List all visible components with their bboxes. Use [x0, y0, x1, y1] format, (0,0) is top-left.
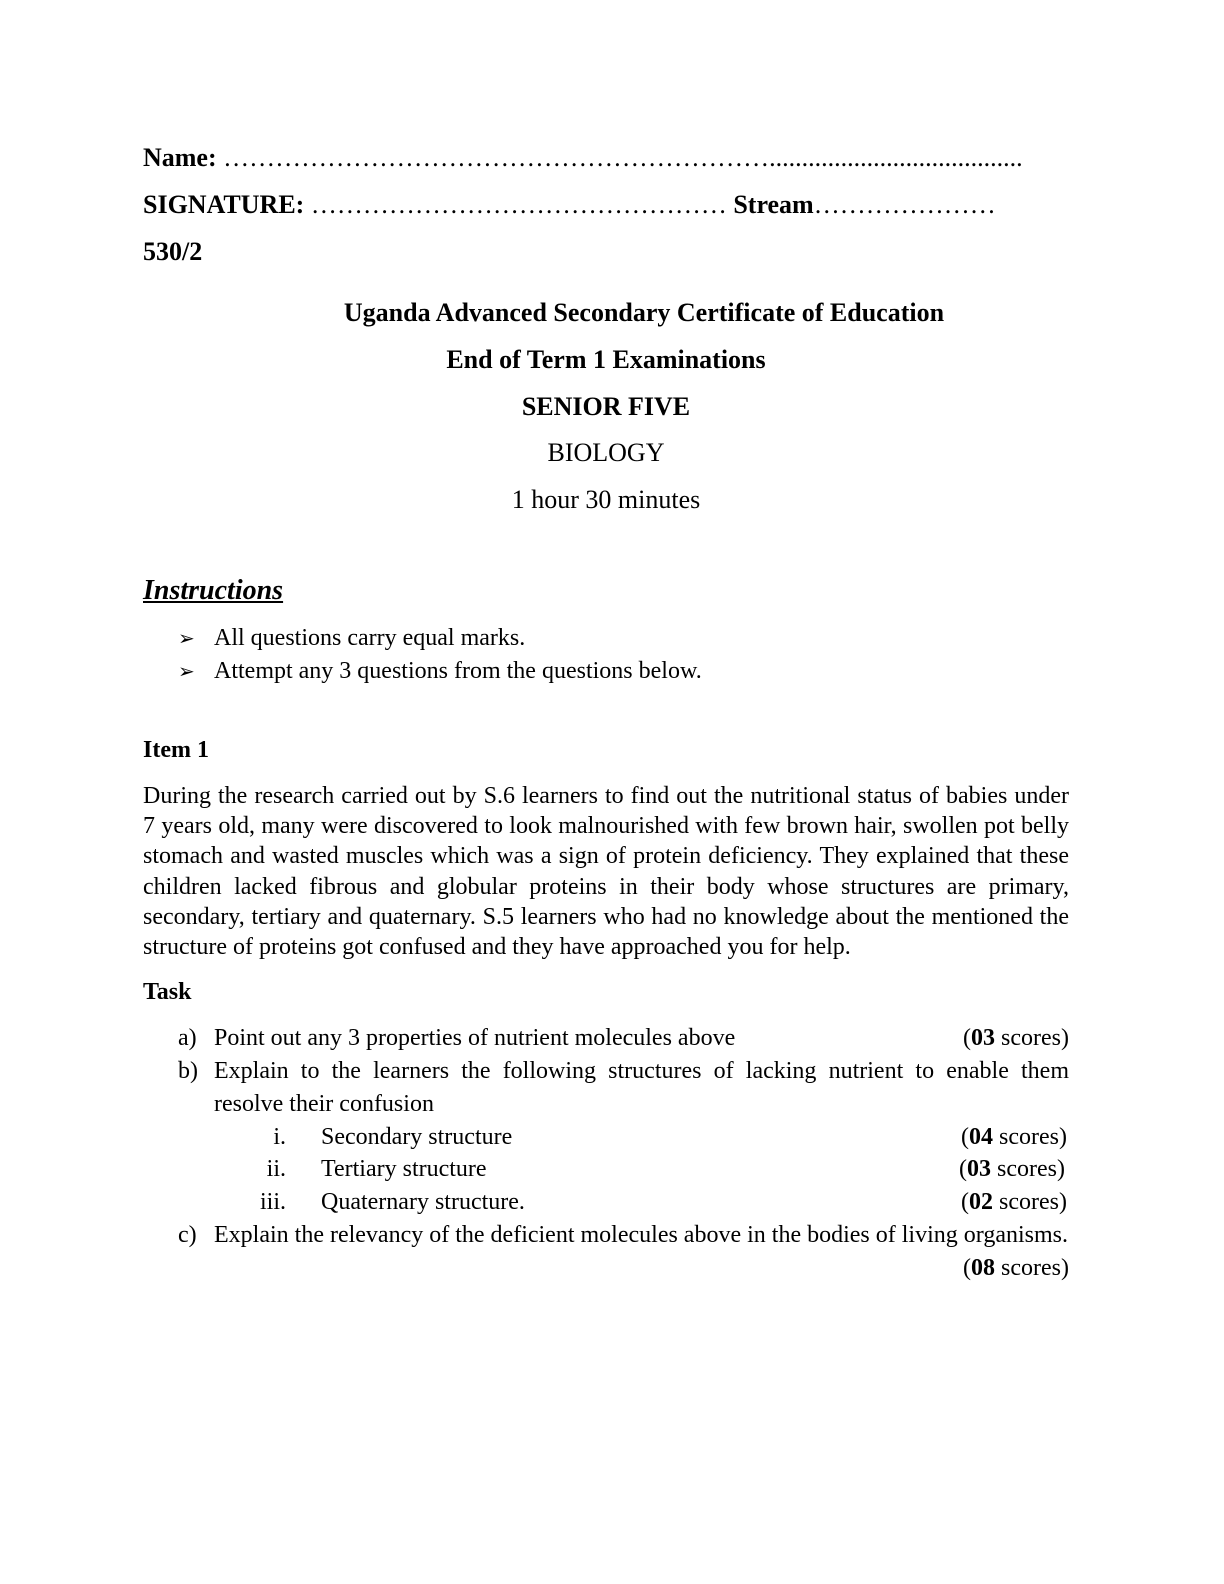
- signature-dots: …………………………………………: [310, 190, 727, 219]
- task-c: [178, 1219, 1069, 1281]
- task-score: (08 scores): [963, 1254, 1069, 1281]
- task-b: [178, 1055, 1069, 1120]
- arrow-bullet-icon: ➢: [178, 626, 195, 650]
- task-text: Point out any 3 properties of nutrient molecules above: [214, 1025, 736, 1051]
- subtask-item: [250, 1121, 1067, 1153]
- subtask-score: (02 scores): [961, 1189, 1067, 1215]
- exam-session-title: End of Term 1 Examinations: [446, 345, 766, 374]
- task-label: b): [178, 1058, 198, 1084]
- item-scenario: During the research carried out by S.6 learners to find out the nutritional status of babies under 7 years old, many were discovered to look malnourished with few brown hair, swollen pot belly stomach and wasted muscles which was a sign of protein deficiency. They explained that these children lacked fibrous and globular proteins in their body whose structures are primary, secondary, tertiary and quaternary. S.5 learners who had no knowledge about the mentioned the structure of proteins got confused and they have approached you for help.: [143, 783, 1069, 961]
- duration: 1 hour 30 minutes: [511, 485, 701, 514]
- subtask-text: Secondary structure: [321, 1124, 513, 1150]
- instructions-heading: Instructions: [143, 575, 284, 606]
- paper-code: 530/2: [143, 237, 203, 266]
- subtask-text: Quaternary structure.: [321, 1189, 525, 1215]
- subtask-score: (03 scores): [959, 1156, 1065, 1182]
- task-label: a): [178, 1025, 197, 1051]
- name-label: Name:: [143, 143, 217, 172]
- task-a: [178, 1022, 1069, 1055]
- instruction-text: All questions carry equal marks.: [214, 625, 526, 651]
- stream-dots: …………………: [813, 190, 996, 219]
- name-field-line: [143, 142, 1023, 174]
- instruction-item: [178, 656, 702, 686]
- signature-label: SIGNATURE:: [143, 190, 305, 219]
- subtask-text: Tertiary structure: [321, 1156, 487, 1182]
- subtask-score: (04 scores): [961, 1124, 1067, 1150]
- item-heading: Item 1: [143, 737, 209, 763]
- task-heading: Task: [143, 979, 192, 1005]
- subtask-item: [250, 1153, 1065, 1185]
- arrow-bullet-icon: ➢: [178, 659, 195, 683]
- task-text: Explain to the learners the following structures of lacking nutrient to enable them resolve their confusion: [214, 1058, 1069, 1117]
- class-title: SENIOR FIVE: [521, 392, 691, 421]
- instruction-text: Attempt any 3 questions from the questions below.: [214, 658, 702, 684]
- exam-board-title: Uganda Advanced Secondary Certificate of Education: [343, 298, 945, 327]
- subtask-number: iii.: [259, 1189, 286, 1215]
- subtask-number: ii.: [266, 1156, 286, 1182]
- task-text: Explain the relevancy of the deficient molecules above in the bodies of living organisms.: [214, 1222, 1068, 1248]
- stream-label: Stream: [733, 190, 814, 219]
- name-dots: ……………………………………………………….......................................: [223, 143, 1023, 172]
- instruction-item: [178, 623, 525, 653]
- subject-title: BIOLOGY: [547, 438, 665, 467]
- task-score: (03 scores): [963, 1025, 1069, 1051]
- signature-field-line: [143, 189, 1055, 221]
- subtask-number: i.: [273, 1124, 286, 1150]
- task-label: c): [178, 1222, 197, 1248]
- subtask-item: [250, 1186, 1067, 1218]
